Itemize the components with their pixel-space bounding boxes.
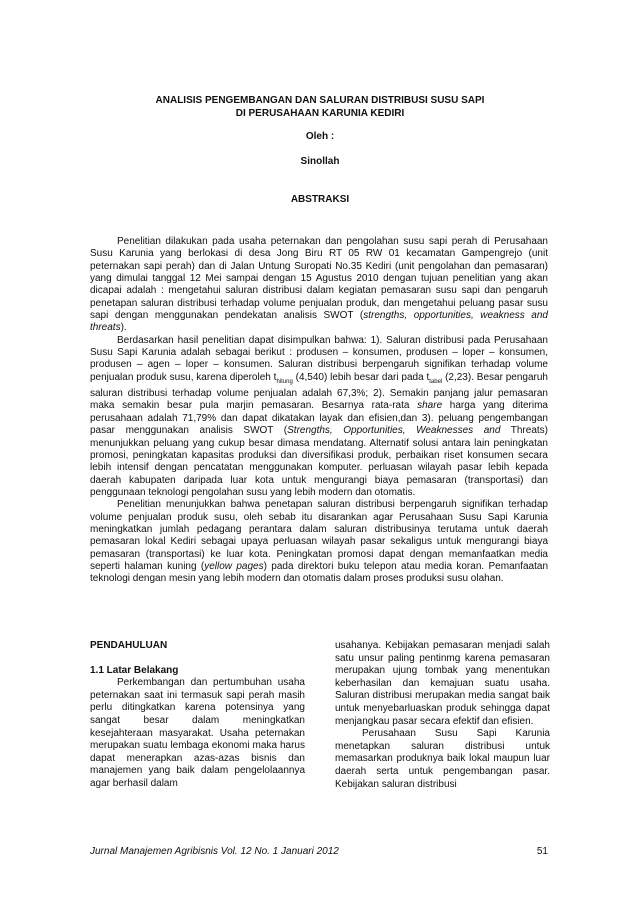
footer-journal: Jurnal Manajemen Agribisnis Vol. 12 No. 1 Januari 2012	[90, 846, 339, 857]
title-line-2: DI PERUSAHAAN KARUNIA KEDIRI	[235, 108, 405, 119]
oleh-label: Oleh :	[305, 131, 335, 142]
author-name: Sinollah	[300, 156, 340, 167]
paper-title	[90, 94, 550, 120]
left-column	[90, 640, 305, 791]
right-column-paragraph-2: Perusahaan Susu Sapi Karunia menetapkan saluran distribusi untuk memasarkan produknya baik lokal maupun luar daerah serta untuk pengembangan pasar. Kebijakan saluran distribusi	[335, 728, 550, 790]
title-line-1: ANALISIS PENGEMBANGAN DAN SALURAN DISTRIBUSI SUSU SAPI	[155, 95, 485, 106]
abstract-paragraph-1: Penelitian dilakukan pada usaha peternakan dan pengolahan susu sapi perah di Perusahaan Susu Karunia yang berlokasi di desa Jong Biru RT 05 RW 01 kecamatan Gampengrejo (unit peternakan sapi perah) dan di Jalan Untung Suropati No.35 Kediri (unit pengolahan dan pemasaran) yang dimulai tanggal 12 Mei sampai dengan 15 Agustus 2010 dengan tujuan penelitian yang akan dicapai adalah : mengetahui saluran distribusi dalam kegiatan pemasaran susu sapi dan pengaruh penetapan saluran distribusi terhadap volume penjualan produk, dan mengetahui peluang pasar susu sapi dengan menggunakan pendekatan analisis SWOT (strengths, opportunities, weakness and threats).	[90, 236, 548, 334]
page-number: 51	[536, 846, 548, 857]
section-heading: PENDAHULUAN	[90, 640, 168, 651]
right-column-paragraph-1: usahanya. Kebijakan pemasaran menjadi salah satu unsur paling pentinmg karena pemasaran merupakan ujung tombak yang menentukan keberhasilan dan kemajuan suatu usaha. Saluran distribusi merupakan media sangat baik untuk menyebarluaskan produk sehingga dapat menjangkau pasar secara efektif dan efisien.	[335, 640, 550, 727]
abstract-paragraph-3: Penelitian menunjukkan bahwa penetapan saluran distribusi berpengaruh signifikan terhadap volume penjualan produk susu, oleh sebab itu disarankan agar Perusahaan Susu Sapi Karunia meningkatkan jumlah pedagang perantara dalam saluran distribusinya terutama untuk daerah pemasaran lokal Kediri sebagai upaya perluasan wilayah pasar sekaligus untuk mengurangi biaya pemasaran (transportasi) ke luar kota. Peningkatan promosi dapat dengan memanfaatkan media seperti halaman kuning (yellow pages) pada direktori buku telepon atau media koran. Pemanfaatan teknologi dengan mesin yang lebih modern dan otomatis dalam proses produksi susu olahan.	[90, 499, 549, 585]
page-footer	[90, 846, 548, 857]
abstract-body	[90, 236, 548, 586]
left-column-paragraph: Perkembangan dan pertumbuhan usaha peternakan saat ini termasuk sapi perah masih perlu ditingkatkan karena potensinya yang sangat besar dalam meningkatkan kesejahteraan masyarakat. Usaha peternakan merupakan suatu lembaga ekonomi maka harus dapat menerapkan azas-azas bisnis dan manajemen yang baik dalam pengelolaannya agar berhasil dalam	[90, 677, 305, 789]
right-column	[335, 640, 550, 791]
abstract-paragraph-2: Berdasarkan hasil penelitian dapat disimpulkan bahwa: 1). Saluran distribusi pada Perusahaan Susu Sapi Karunia adalah sebagai berikut : produsen – konsumen, produsen – loper – konsumen, produsen – agen – loper – konsumen. Saluran distribusi berpengaruh signifikan terhadap volume penjualan produk susu, karena diperoleh $t_{hitung}$ (4,540) lebih besar dari pada $t_{tabel}$ (2,23). Besar pengaruh saluran distribusi terhadap volume penjualan adalah 67,3%; 2). Semakin panjang jalur pemasaran maka semakin besar pula marjin pemasaran. Besarnya rata-rata share harga yang diterima perusahaan adalah 71,79% dan dapat dikatakan layak dan efisien,dan 3). peluang pengembangan pasar menggunakan analisis SWOT (Strengths, Opportunities, Weaknesses and Threats) menunjukkan peluang yang cukup besar dimasa mendatang. Alternatif solusi antara lain peningkatan promosi, peningkatan kapasitas produksi dan diversifikasi produk, perbaikan riset konsumen secara lebih intensif dengan pencatatan menggunakan komputer. perluasan wilayah pasar lebih kepada daerah kabupaten daripada luar kota untuk mengurangi biaya pemasaran (transportasi) dan penggunaan teknologi pengolahan susu yang lebih modern dan otomatis.	[90, 334, 548, 498]
subsection-heading: 1.1 Latar Belakang	[90, 664, 179, 676]
abstract-heading: ABSTRAKSI	[290, 194, 350, 205]
